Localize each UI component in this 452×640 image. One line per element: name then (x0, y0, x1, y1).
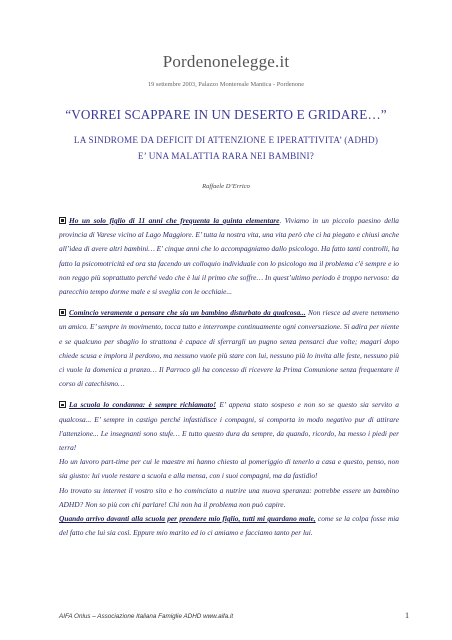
paragraph-text: . Viviamo in un piccolo paesino della provincia di Varese vicino al Lago Maggiore. E’ tutta la nostra vita, una vita però che ci ha piegato e chiusi anche all’idea di avere altri bambini… E' cinque anni che lo accompagniamo dallo psicologo. Ha fatto tanti controlli, ha fatto la psicomotricità ed ora sta facendo un colloquio individuale con lo psicologo ma il problema c'è sempre e io non reggo più soprattutto perché vedo che è lui il primo che soffre… In quest’ultimo periodo è troppo nervoso: da parecchio tempo dorme male e si sveglia con le occhiaie... (59, 216, 399, 297)
paragraph-5: Ho trovato su internet il vostro sito e ho cominciato a nutrire una nuova speranza: potrebbe essere un bambino ADHD? Non so più con chi parlare! Chi non ha il problema non può capire. (59, 485, 399, 509)
paragraph-lead: Quando arrivo davanti alla scuola per prendere mio figlio, tutti mi guardano male, (59, 514, 316, 524)
paragraph-text: E’ appena stato sospeso e non so se questo sia servito a qualcosa... E’ sempre in castigo perché infastidisce i compagni, si comporta in modo negativo pur di attirare l'attenzione... Le insegnanti sono stufe… E tutto questo dura da sempre, da quando, ricordo, ha messo i piedi per terra! (59, 400, 399, 453)
article-heading-line1: LA SINDROME DA DEFICIT DI ATTENZIONE E IPERATTIVITA’ (ADHD) (73, 135, 379, 145)
checkbox-bullet-icon (59, 217, 66, 224)
paragraph-lead: Ho un solo figlio di 11 anni che frequenta la quinta elementare (69, 216, 280, 225)
paragraph-lead: La scuola lo condanna: è sempre richiamato! (69, 400, 217, 410)
page-number: 1 (405, 611, 410, 620)
article-quote-title: “VORREI SCAPPARE IN UN DESERTO E GRIDARE…” (65, 107, 387, 122)
site-title: Pordenonelegge.it (162, 52, 290, 71)
checkbox-bullet-icon (59, 401, 66, 408)
paragraph-2 (59, 306, 399, 391)
paragraph-text: come se la colpa fosse mia del fatto che lui sia così. Eppure mio marito ed io ci amiamo e facciamo tanto per lui. (59, 514, 399, 538)
article-heading-line2: E’ UNA MALATTIA RARA NEI BAMBINI? (137, 151, 315, 161)
paragraph-1 (59, 214, 399, 299)
paragraph-3 (59, 398, 399, 455)
checkbox-bullet-icon (59, 309, 66, 316)
paragraph-4: Ho un lavoro part-time per cui le maestre mi hanno chiesto al pomeriggio di tenerlo a casa e questo, penso, non sia giusto: lui vuole restare a scuola e alla mensa, con i suoi compagni, ma da fastidio! (59, 457, 399, 481)
author-name: Raffaele D’Errico (202, 183, 250, 190)
footer-organization: AIFA Onlus – Associazione Italiana Famiglie ADHD www.aifa.it (59, 613, 234, 620)
event-info: 19 settembre 2003, Palazzo Montereale Mantica - Pordenone (147, 81, 305, 88)
article-body (59, 214, 399, 540)
paragraph-text: Non riesce ad avere nemmeno un amico. E’ sempre in movimento, tocca tutto e interrompe continuamente ogni conversazione. Si adira per niente e se qualcuno per sbaglio lo strattona è capace di sferrargli un pugno senza pensarci due volte; magari dopo chiede scusa e implora il perdono, ma nessuno vuole più stare con lui, nessuno più lo invita alle feste, nessuno più ci vuole la domenica a pranzo… Il Parroco gli ha concesso di ricevere la Prima Comunione senza frequentare il corso di catechismo… (59, 308, 399, 389)
paragraph-6 (59, 512, 399, 540)
paragraph-lead: Comincio veramente a pensare che sia un bambino disturbato da qualcosa... (69, 308, 306, 318)
